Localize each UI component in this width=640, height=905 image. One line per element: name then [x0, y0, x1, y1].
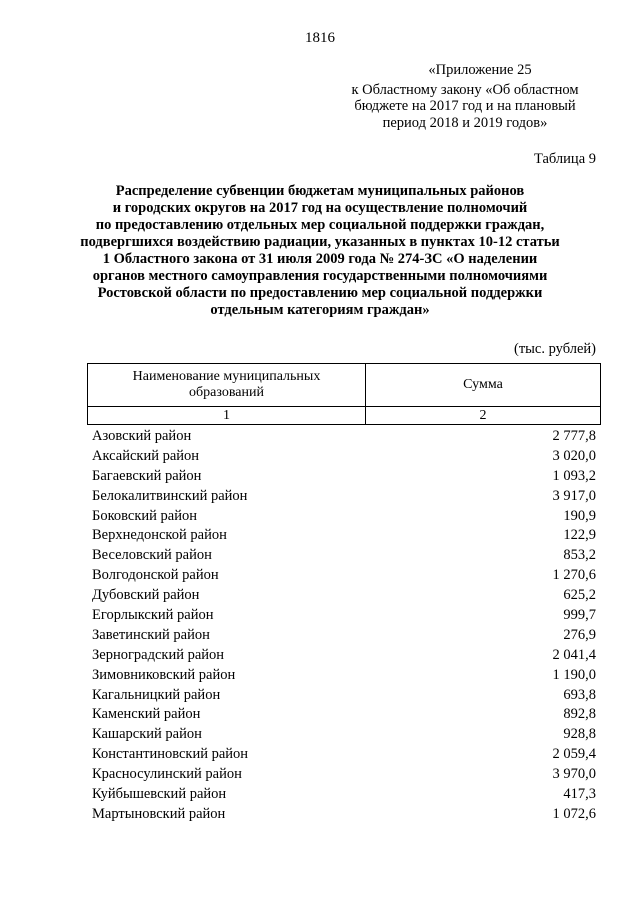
row-value: 2 041,4	[552, 646, 596, 663]
row-value: 1 093,2	[552, 467, 596, 484]
row-name: Егорлыкский район	[92, 607, 214, 624]
title-line: по предоставлению отдельных мер социальной поддержки граждан,	[95, 217, 545, 233]
row-name: Константиновский район	[92, 746, 249, 763]
table-row	[92, 507, 596, 527]
row-value: 3 917,0	[552, 487, 596, 504]
row-value: 3 020,0	[552, 447, 596, 464]
appendix-line: период 2018 и 2019 годов»	[382, 114, 548, 131]
row-value: 2 059,4	[552, 746, 596, 763]
row-value: 693,8	[563, 686, 596, 703]
row-name: Азовский район	[92, 428, 192, 444]
title-line: подвергшихся воздействию радиации, указанных в пунктах 10-12 статьи	[80, 234, 560, 250]
table-row	[92, 546, 596, 566]
table-body	[92, 427, 596, 825]
units-label: (тыс. рублей)	[514, 341, 596, 357]
title-line: Ростовской области по предоставлению мер социальной поддержки	[97, 285, 543, 301]
table-row	[92, 785, 596, 805]
row-value: 892,8	[563, 706, 596, 723]
row-name: Аксайский район	[92, 447, 200, 464]
title-line: отдельным категориям граждан»	[210, 302, 430, 318]
page-number: 1816	[305, 30, 335, 46]
table-row	[92, 526, 596, 546]
column-header-name	[88, 364, 366, 407]
row-name: Боковский район	[92, 507, 197, 524]
row-value: 625,2	[563, 587, 596, 604]
row-value: 853,2	[563, 547, 596, 564]
appendix-line: «Приложение 25	[428, 62, 532, 78]
table-row	[92, 646, 596, 666]
row-name: Зерноградский район	[92, 646, 225, 663]
table-row	[92, 566, 596, 586]
row-value: 999,7	[563, 607, 596, 624]
table-row	[92, 626, 596, 646]
column-number: 2	[366, 407, 601, 425]
table-number: Таблица 9	[533, 151, 596, 167]
table-header	[87, 363, 601, 425]
table-row	[92, 427, 596, 447]
table-row	[92, 447, 596, 467]
table-row	[92, 705, 596, 725]
row-name: Веселовский район	[92, 547, 212, 564]
row-name: Верхнедонской район	[92, 527, 227, 544]
table-row	[92, 666, 596, 686]
column-header-line: образований	[189, 385, 264, 400]
column-number: 1	[88, 407, 366, 425]
title-line: и городских округов на 2017 год на осуществление полномочий	[112, 200, 528, 216]
row-name: Мартыновский район	[92, 805, 226, 822]
table-row	[92, 765, 596, 785]
appendix-reference	[330, 62, 600, 131]
row-value: 1 190,0	[552, 666, 596, 683]
row-value: 122,9	[563, 527, 596, 544]
row-name: Каменский район	[92, 706, 201, 723]
table-row	[92, 745, 596, 765]
row-name: Кашарский район	[92, 726, 202, 743]
row-value: 1 072,6	[552, 805, 596, 822]
row-name: Заветинский район	[92, 626, 210, 643]
row-value: 276,9	[563, 626, 596, 643]
appendix-line: к Областному закону «Об областном	[351, 81, 579, 98]
appendix-line: бюджете на 2017 год и на плановый	[354, 98, 576, 114]
row-name: Дубовский район	[92, 587, 200, 604]
row-value: 1 270,6	[552, 567, 596, 584]
table-row	[92, 606, 596, 626]
row-value: 928,8	[563, 726, 596, 743]
title-line: 1 Областного закона от 31 июля 2009 года № 274-ЗС «О наделении	[102, 251, 538, 267]
column-header-sum: Сумма	[366, 364, 601, 407]
row-name: Белокалитвинский район	[92, 487, 248, 504]
title-line: органов местного самоуправления государственными полномочиями	[92, 268, 548, 284]
table-row	[92, 805, 596, 825]
row-name: Зимовниковский район	[92, 666, 236, 683]
column-header-line: Наименование муниципальных	[132, 369, 321, 384]
table-row	[92, 487, 596, 507]
row-value: 3 970,0	[552, 766, 596, 783]
row-value: 190,9	[563, 507, 596, 524]
row-name: Багаевский район	[92, 467, 202, 484]
row-value: 2 777,8	[552, 428, 596, 444]
row-name: Красносулинский район	[92, 766, 242, 783]
row-name: Волгодонской район	[92, 567, 219, 584]
table-row	[92, 586, 596, 606]
title-line: Распределение субвенции бюджетам муниципальных районов	[115, 183, 525, 199]
table-row	[92, 725, 596, 745]
row-name: Кагальницкий район	[92, 686, 221, 703]
document-title	[70, 183, 570, 319]
table-row	[92, 686, 596, 706]
row-name: Куйбышевский район	[92, 786, 227, 803]
table-row	[92, 467, 596, 487]
row-value: 417,3	[563, 786, 596, 803]
